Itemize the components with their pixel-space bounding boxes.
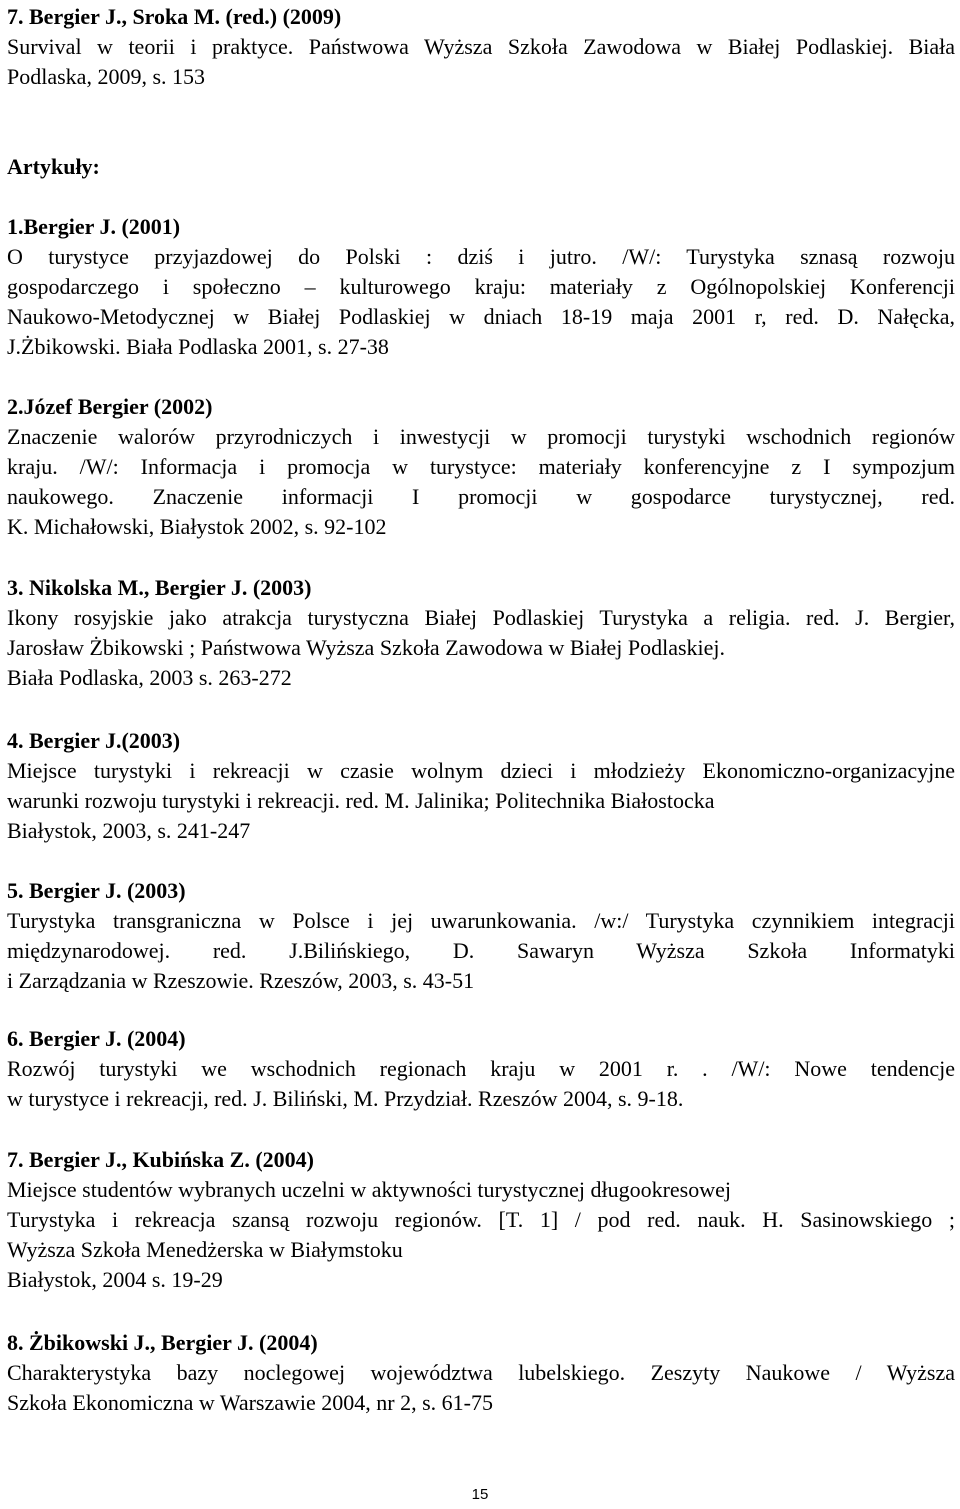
bibliography-entry bbox=[7, 212, 955, 362]
entry-heading: 4. Bergier J.(2003) bbox=[7, 728, 181, 753]
bibliography-entry bbox=[7, 392, 955, 542]
entry-line: Miejsce studentów wybranych uczelni w aktywności turystycznej długookresowej bbox=[7, 1177, 731, 1202]
entry-body bbox=[7, 32, 955, 92]
entry-line: kraju. /W/: Informacja i promocja w turystyce: materiały konferencyjne z I sympozjum bbox=[7, 454, 955, 479]
entry-heading: 7. Bergier J., Kubińska Z. (2004) bbox=[7, 1147, 315, 1172]
entry-line: międzynarodowej. red. J.Bilińskiego, D. Sawaryn Wyższa Szkoła Informatyki bbox=[7, 938, 955, 963]
entry-line: Szkoła Ekonomiczna w Warszawie 2004, nr 2, s. 61-75 bbox=[7, 1390, 493, 1415]
entry-line: Białystok, 2004 s. 19-29 bbox=[7, 1267, 223, 1292]
entry-line: Jarosław Żbikowski ; Państwowa Wyższa Szkoła Zawodowa w Białej Podlaskiej. bbox=[7, 635, 726, 660]
entry-line: gospodarczego i społeczno – kulturowego kraju: materiały z Ogólnopolskiej Konferencji bbox=[7, 274, 955, 299]
entry-body bbox=[7, 242, 955, 362]
entry-line: K. Michałowski, Białystok 2002, s. 92-102 bbox=[7, 514, 387, 539]
entry-line: Białystok, 2003, s. 241-247 bbox=[7, 818, 251, 843]
entry-heading: 3. Nikolska M., Bergier J. (2003) bbox=[7, 575, 312, 600]
entry-line: O turystyce przyjazdowej do Polski : dziś i jutro. /W/: Turystyka sznasą rozwoju bbox=[7, 244, 955, 269]
bibliography-entry bbox=[7, 2, 955, 92]
bibliography-entry bbox=[7, 1328, 955, 1418]
entry-line: Znaczenie walorów przyrodniczych i inwestycji w promocji turystyki wschodnich regionów bbox=[7, 424, 955, 449]
entry-body bbox=[7, 1358, 955, 1418]
entry-line: Turystyka i rekreacja szansą rozwoju regionów. [T. 1] / pod red. nauk. H. Sasinowskiego ; bbox=[7, 1207, 955, 1232]
entry-line: i Zarządzania w Rzeszowie. Rzeszów, 2003, s. 43-51 bbox=[7, 968, 475, 993]
entry-line: w turystyce i rekreacji, red. J. Biliński, M. Przydział. Rzeszów 2004, s. 9-18. bbox=[7, 1086, 684, 1111]
entry-heading: 1.Bergier J. (2001) bbox=[7, 214, 181, 239]
entry-line: naukowego. Znaczenie informacji I promocji w gospodarce turystycznej, red. bbox=[7, 484, 955, 509]
entry-line: Ikony rosyjskie jako atrakcja turystyczna Białej Podlaskiej Turystyka a religia. red. J. Bergier, bbox=[7, 605, 955, 630]
entry-line: Naukowo-Metodycznej w Białej Podlaskiej w dniach 18-19 maja 2001 r, red. D. Nałęcka, bbox=[7, 304, 955, 329]
entry-body bbox=[7, 1175, 955, 1295]
entry-body bbox=[7, 756, 955, 846]
entry-heading: 8. Żbikowski J., Bergier J. (2004) bbox=[7, 1330, 318, 1355]
entry-line: Rozwój turystyki we wschodnich regionach kraju w 2001 r. . /W/: Nowe tendencje bbox=[7, 1056, 955, 1081]
bibliography-entry bbox=[7, 1024, 955, 1114]
entry-line: Survival w teorii i praktyce. Państwowa Wyższa Szkoła Zawodowa w Białej Podlaskiej. Biała bbox=[7, 34, 955, 59]
bibliography-entry bbox=[7, 1145, 955, 1295]
entry-heading: 7. Bergier J., Sroka M. (red.) (2009) bbox=[7, 4, 342, 29]
entry-heading: 6. Bergier J. (2004) bbox=[7, 1026, 186, 1051]
entry-line: Turystyka transgraniczna w Polsce i jej uwarunkowania. /w:/ Turystyka czynnikiem integracji bbox=[7, 908, 955, 933]
entry-body bbox=[7, 1054, 955, 1114]
entry-line: warunki rozwoju turystyki i rekreacji. red. M. Jalinika; Politechnika Białostocka bbox=[7, 788, 715, 813]
entry-line: Podlaska, 2009, s. 153 bbox=[7, 64, 205, 89]
section-heading-text: Artykuły: bbox=[7, 154, 100, 179]
entry-line: Biała Podlaska, 2003 s. 263-272 bbox=[7, 665, 292, 690]
entry-line: Miejsce turystyki i rekreacji w czasie wolnym dzieci i młodzieży Ekonomiczno-organizacyjne bbox=[7, 758, 955, 783]
bibliography-entry bbox=[7, 876, 955, 996]
page-number: 15 bbox=[471, 1486, 489, 1503]
entry-body bbox=[7, 906, 955, 996]
entry-line: Wyższa Szkoła Menedżerska w Białymstoku bbox=[7, 1237, 403, 1262]
entry-body bbox=[7, 603, 955, 693]
entry-line: J.Żbikowski. Biała Podlaska 2001, s. 27-38 bbox=[7, 334, 389, 359]
entry-line: Charakterystyka bazy noclegowej województwa lubelskiego. Zeszyty Naukowe / Wyższa bbox=[7, 1360, 955, 1385]
entry-heading: 5. Bergier J. (2003) bbox=[7, 878, 186, 903]
entry-body bbox=[7, 422, 955, 542]
section-heading bbox=[7, 152, 955, 182]
entry-heading: 2.Józef Bergier (2002) bbox=[7, 394, 213, 419]
bibliography-entry bbox=[7, 726, 955, 846]
bibliography-entry bbox=[7, 573, 955, 693]
